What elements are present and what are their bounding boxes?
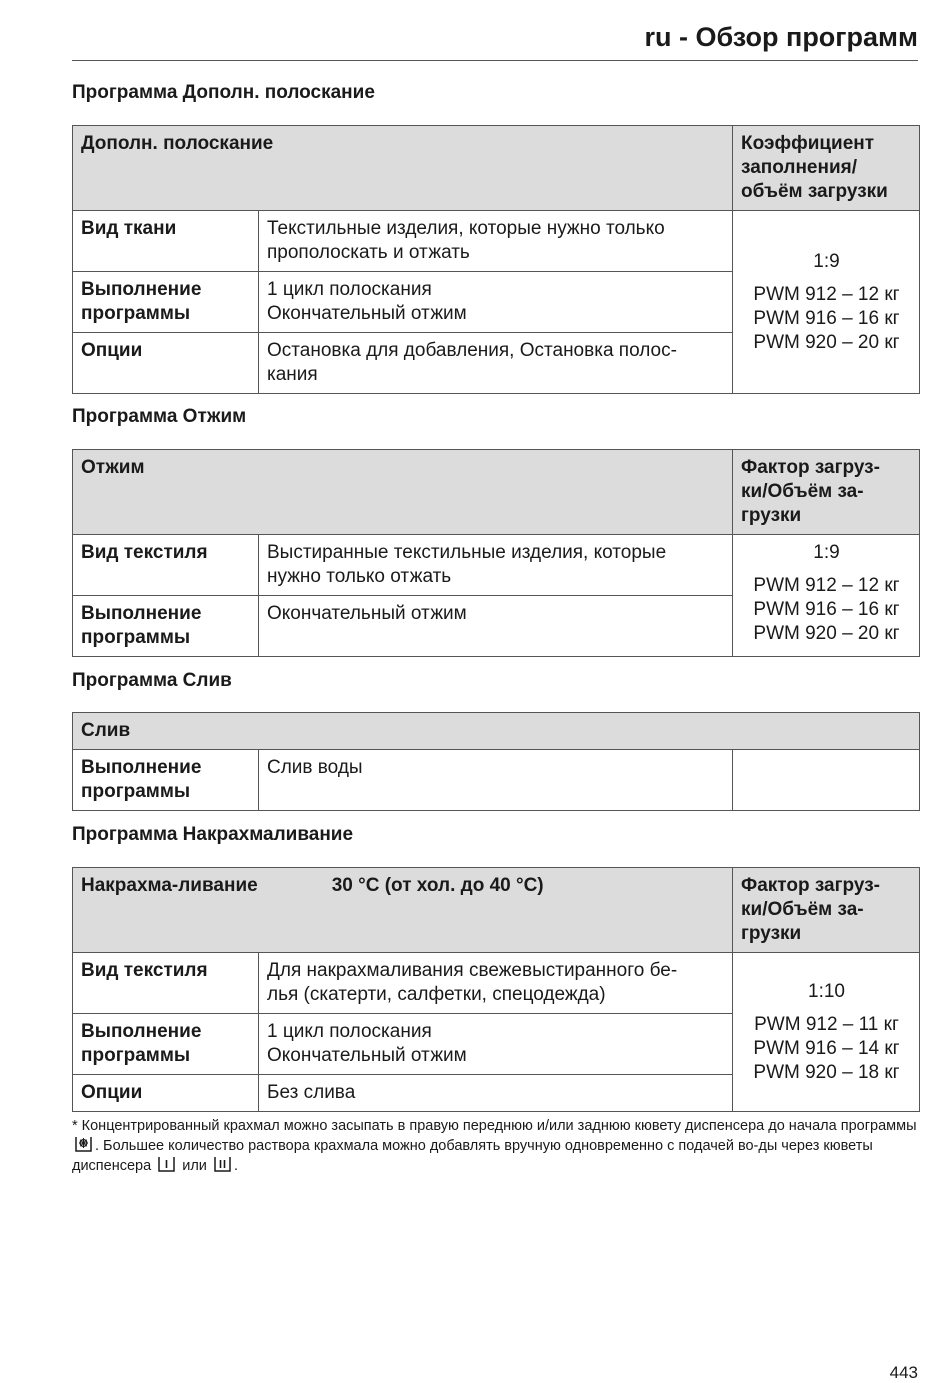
row-value: Текстильные изделия, которые нужно только прополоскать и отжать	[259, 211, 733, 272]
row-value: Окончательный отжим	[259, 596, 733, 657]
section-heading-spin: Программа Отжим	[72, 406, 247, 427]
temperature-range: 30 °C (от хол. до 40 °C)	[331, 875, 544, 896]
table-title: Накрахма-ливание	[81, 875, 258, 896]
row-label: Вид текстиля	[73, 953, 259, 1014]
load-factor-header: Фактор загруз- ки/Объём за- грузки	[733, 450, 920, 535]
load-ratio: 1:10	[808, 980, 845, 1002]
footnote-text: .	[233, 1158, 238, 1174]
footnote-text: или	[182, 1158, 207, 1174]
row-label: Выполнение программы	[73, 750, 259, 811]
load-ratio: 1:9	[813, 250, 840, 272]
row-label: Выполнение программы	[73, 596, 259, 657]
model-capacity: PWM 912 – 12 кг	[753, 283, 900, 305]
table-spin	[72, 449, 920, 657]
load-factor-cell	[733, 953, 920, 1112]
load-ratio: 1:9	[813, 542, 840, 563]
model-capacity: PWM 916 – 14 кг	[753, 1037, 900, 1059]
footnote-text: . Большее количество раствора крахмала можно добавлять вручную одновременно с подачей во-ды через кюветы диспенсера	[72, 1138, 873, 1174]
page-title: ru - Обзор программ	[644, 22, 918, 52]
compartment-1-icon	[157, 1156, 176, 1173]
row-label: Выполнение программы	[73, 1014, 259, 1075]
model-capacity: PWM 920 – 20 кг	[753, 331, 900, 353]
footnote	[72, 1117, 917, 1176]
row-value: Для накрахмаливания свежевыстиранного бе- лья (скатерти, салфетки, спецодежда)	[259, 953, 733, 1014]
load-factor-cell	[733, 535, 920, 657]
row-value: 1 цикл полоскания Окончательный отжим	[259, 1014, 733, 1075]
row-label: Опции	[73, 333, 259, 394]
section-heading-drain: Программа Слив	[72, 670, 232, 691]
page-header	[72, 22, 918, 61]
softener-compartment-icon	[74, 1136, 93, 1153]
row-label: Вид текстиля	[73, 535, 259, 596]
load-factor-cell	[733, 211, 920, 394]
model-capacity: PWM 920 – 20 кг	[753, 623, 900, 644]
table-starch	[72, 867, 920, 1112]
row-label: Вид ткани	[73, 211, 259, 272]
table-drain	[72, 712, 920, 811]
empty-cell	[733, 750, 920, 811]
row-value: Без слива	[259, 1075, 733, 1112]
row-value: Слив воды	[259, 750, 733, 811]
model-capacity: PWM 912 – 12 кг	[753, 575, 900, 596]
table-title-cell	[73, 868, 733, 953]
load-factor-header: Фактор загруз- ки/Объём за- грузки	[733, 868, 920, 953]
section-heading-extra-rinse: Программа Дополн. полоскание	[72, 82, 375, 103]
model-capacity: PWM 916 – 16 кг	[753, 599, 900, 620]
model-capacity: PWM 920 – 18 кг	[753, 1061, 900, 1083]
page-number: 443	[889, 1363, 918, 1382]
table-title: Слив	[73, 713, 920, 750]
table-title: Отжим	[73, 450, 733, 535]
row-label: Выполнение программы	[73, 272, 259, 333]
table-extra-rinse	[72, 125, 920, 394]
model-capacity: PWM 912 – 11 кг	[754, 1013, 899, 1035]
model-capacity: PWM 916 – 16 кг	[753, 307, 900, 329]
row-label: Опции	[73, 1075, 259, 1112]
load-factor-header: Коэффициент заполнения/ объём загрузки	[733, 126, 920, 211]
row-value: 1 цикл полоскания Окончательный отжим	[259, 272, 733, 333]
row-value: Остановка для добавления, Остановка полос- кания	[259, 333, 733, 394]
section-heading-starch: Программа Накрахмаливание	[72, 824, 354, 845]
table-title: Дополн. полоскание	[73, 126, 733, 211]
footnote-text: * Концентрированный крахмал можно засыпать в правую переднюю и/или заднюю кювету диспенсера до начала программы	[72, 1118, 917, 1134]
compartment-2-icon	[213, 1156, 232, 1173]
row-value: Выстиранные текстильные изделия, которые нужно только отжать	[259, 535, 733, 596]
